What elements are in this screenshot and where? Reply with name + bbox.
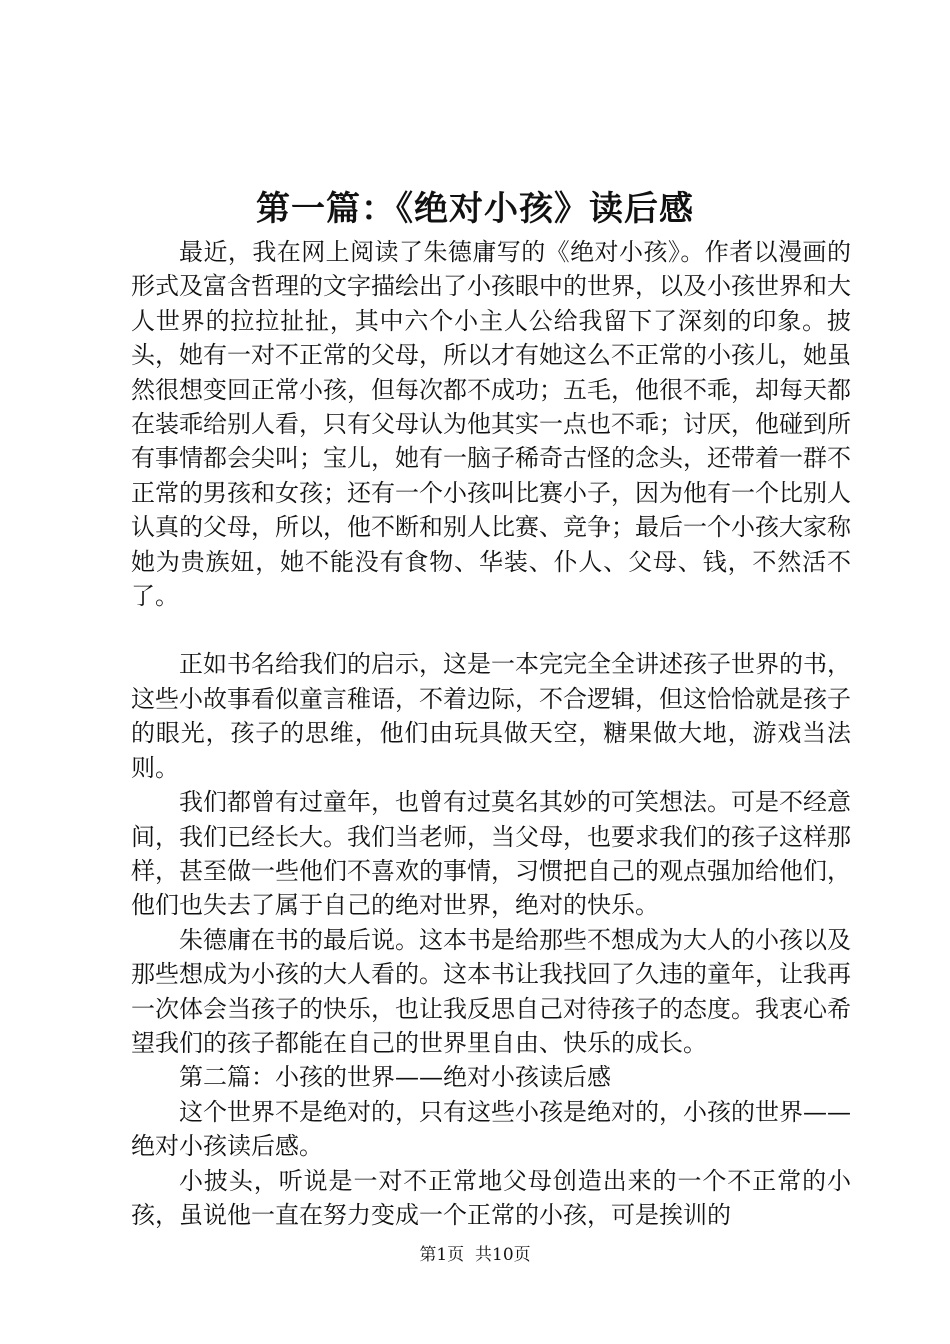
- page-footer: [0, 1243, 950, 1267]
- section-heading-second: 第二篇：小孩的世界——绝对小孩读后感: [179, 1063, 611, 1092]
- paragraph-spacer: [131, 613, 851, 647]
- paragraph-conclusion: 朱德庸在书的最后说。这本书是给那些不想成为大人的小孩以及那些想成为小孩的大人看的。这本书让我找回了久违的童年，让我再一次体会当孩子的快乐，也让我反思自己对待孩子的态度。我衷心希望我们的孩子都能在自己的世界里自由、快乐的成长。: [131, 925, 851, 1057]
- page-number: 第1页: [419, 1245, 465, 1265]
- document-body: [131, 235, 851, 1232]
- paragraph-intro: 最近，我在网上阅读了朱德庸写的《绝对小孩》。作者以漫画的形式及富含哲理的文字描绘出了小孩眼中的世界，以及小孩世界和大人世界的拉拉扯扯，其中六个小主人公给我留下了深刻的印象。披头，她有一对不正常的父母，所以才有她这么不正常的小孩儿，她虽然很想变回正常小孩，但每次都不成功；五毛，他很不乖，却每天都在装乖给别人看，只有父母认为他其实一点也不乖；讨厌，他碰到所有事情都会尖叫；宝儿，她有一脑子稀奇古怪的念头，还带着一群不正常的男孩和女孩；还有一个小孩叫比赛小子，因为他有一个比别人认真的父母，所以，他不断和别人比赛、竞争；最后一个小孩大家称她为贵族妞，她不能没有食物、华装、仆人、父母、钱，不然活不了。: [131, 238, 851, 611]
- page-total: 共10页: [475, 1245, 531, 1265]
- paragraph-childhood: 我们都曾有过童年，也曾有过莫名其妙的可笑想法。可是不经意间，我们已经长大。我们当老师，当父母，也要求我们的孩子这样那样，甚至做一些他们不喜欢的事情，习惯把自己的观点强加给他们，他们也失去了属于自己的绝对世界，绝对的快乐。: [131, 788, 851, 920]
- document-title: 第一篇：《绝对小孩》读后感: [256, 189, 694, 229]
- paragraph-pitou: 小披头，听说是一对不正常地父母创造出来的一个不正常的小孩，虽说他一直在努力变成一个正常的小孩，可是挨训的: [131, 1166, 851, 1229]
- paragraph-book-title-meaning: 正如书名给我们的启示，这是一本完完全全讲述孩子世界的书，这些小故事看似童言稚语，不着边际，不合逻辑，但这恰恰就是孩子的眼光，孩子的思维，他们由玩具做天空，糖果做大地，游戏当法则。: [131, 650, 851, 782]
- paragraph-second-intro: 这个世界不是绝对的，只有这些小孩是绝对的，小孩的世界——绝对小孩读后感。: [131, 1097, 851, 1161]
